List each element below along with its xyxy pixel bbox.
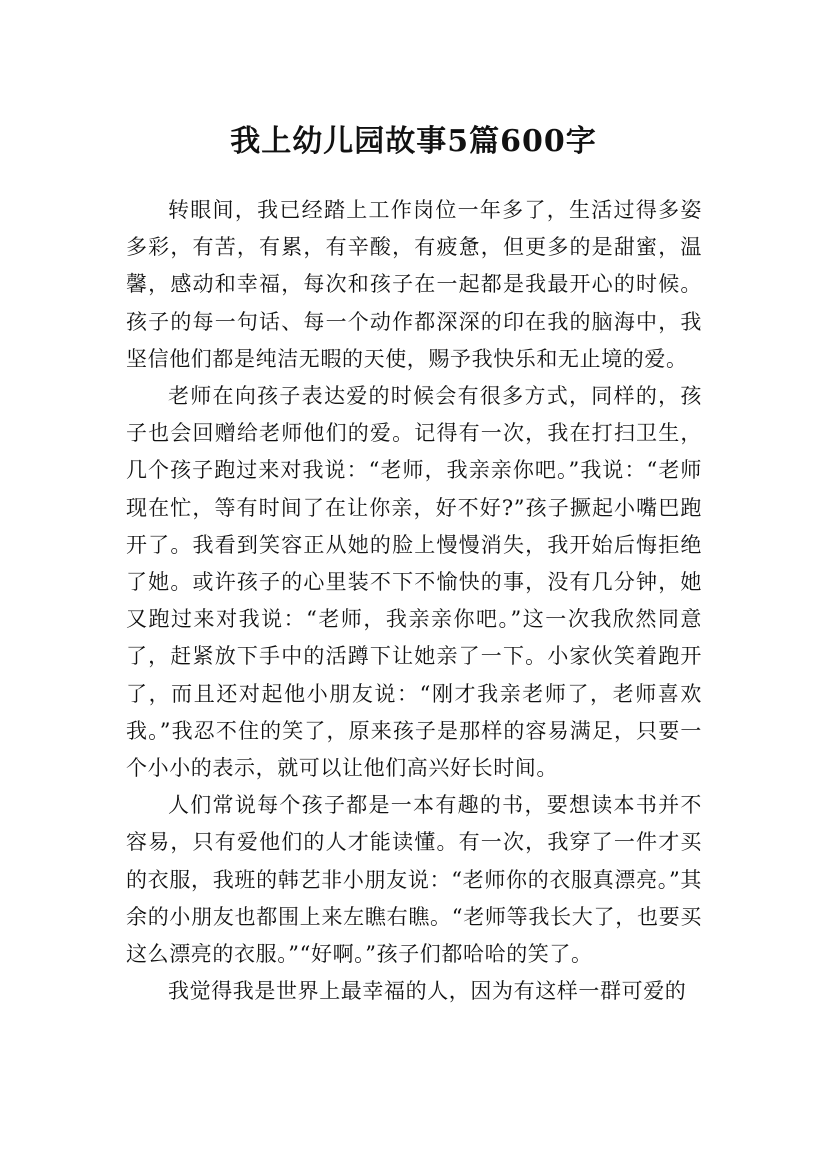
article-body [126, 192, 702, 1010]
paragraph-3: 人们常说每个孩子都是一本有趣的书，要想读本书并不容易，只有爱他们的人才能读懂。有一次，我穿了一件才买的衣服，我班的韩艺非小朋友说：“老师你的衣服真漂亮。”其余的小朋友也都围上来左瞧右瞧。“老师等我长大了，也要买这么漂亮的衣服。”“好啊。”孩子们都哈哈的笑了。 [126, 793, 702, 967]
paragraph-4: 我觉得我是世界上最幸福的人，因为有这样一群可爱的 [168, 979, 687, 1004]
paragraph-2: 老师在向孩子表达爱的时候会有很多方式，同样的，孩子也会回赠给老师他们的爱。记得有一次，我在打扫卫生，几个孩子跑过来对我说：“老师，我亲亲你吧。”我说：“老师现在忙，等有时间了在让你亲，好不好?”孩子撅起小嘴巴跑开了。我看到笑容正从她的脸上慢慢消失，我开始后悔拒绝了她。或许孩子的心里装不下不愉快的事，没有几分钟，她又跑过来对我说：“老师，我亲亲你吧。”这一次我欣然同意了，赶紧放下手中的活蹲下让她亲了一下。小家伙笑着跑开了，而且还对起他小朋友说：“刚才我亲老师了，老师喜欢我。”我忍不住的笑了，原来孩子是那样的容易满足，只要一个小小的表示，就可以让他们高兴好长时间。 [126, 384, 702, 781]
page-title: 我上幼儿园故事5篇600字 [230, 124, 597, 160]
paragraph-1: 转眼间，我已经踏上工作岗位一年多了，生活过得多姿多彩，有苦，有累，有辛酸，有疲惫，但更多的是甜蜜，温馨，感动和幸福，每次和孩子在一起都是我最开心的时候。孩子的每一句话、每一个动作都深深的印在我的脑海中，我坚信他们都是纯洁无暇的天使，赐予我快乐和无止境的爱。 [126, 198, 702, 371]
